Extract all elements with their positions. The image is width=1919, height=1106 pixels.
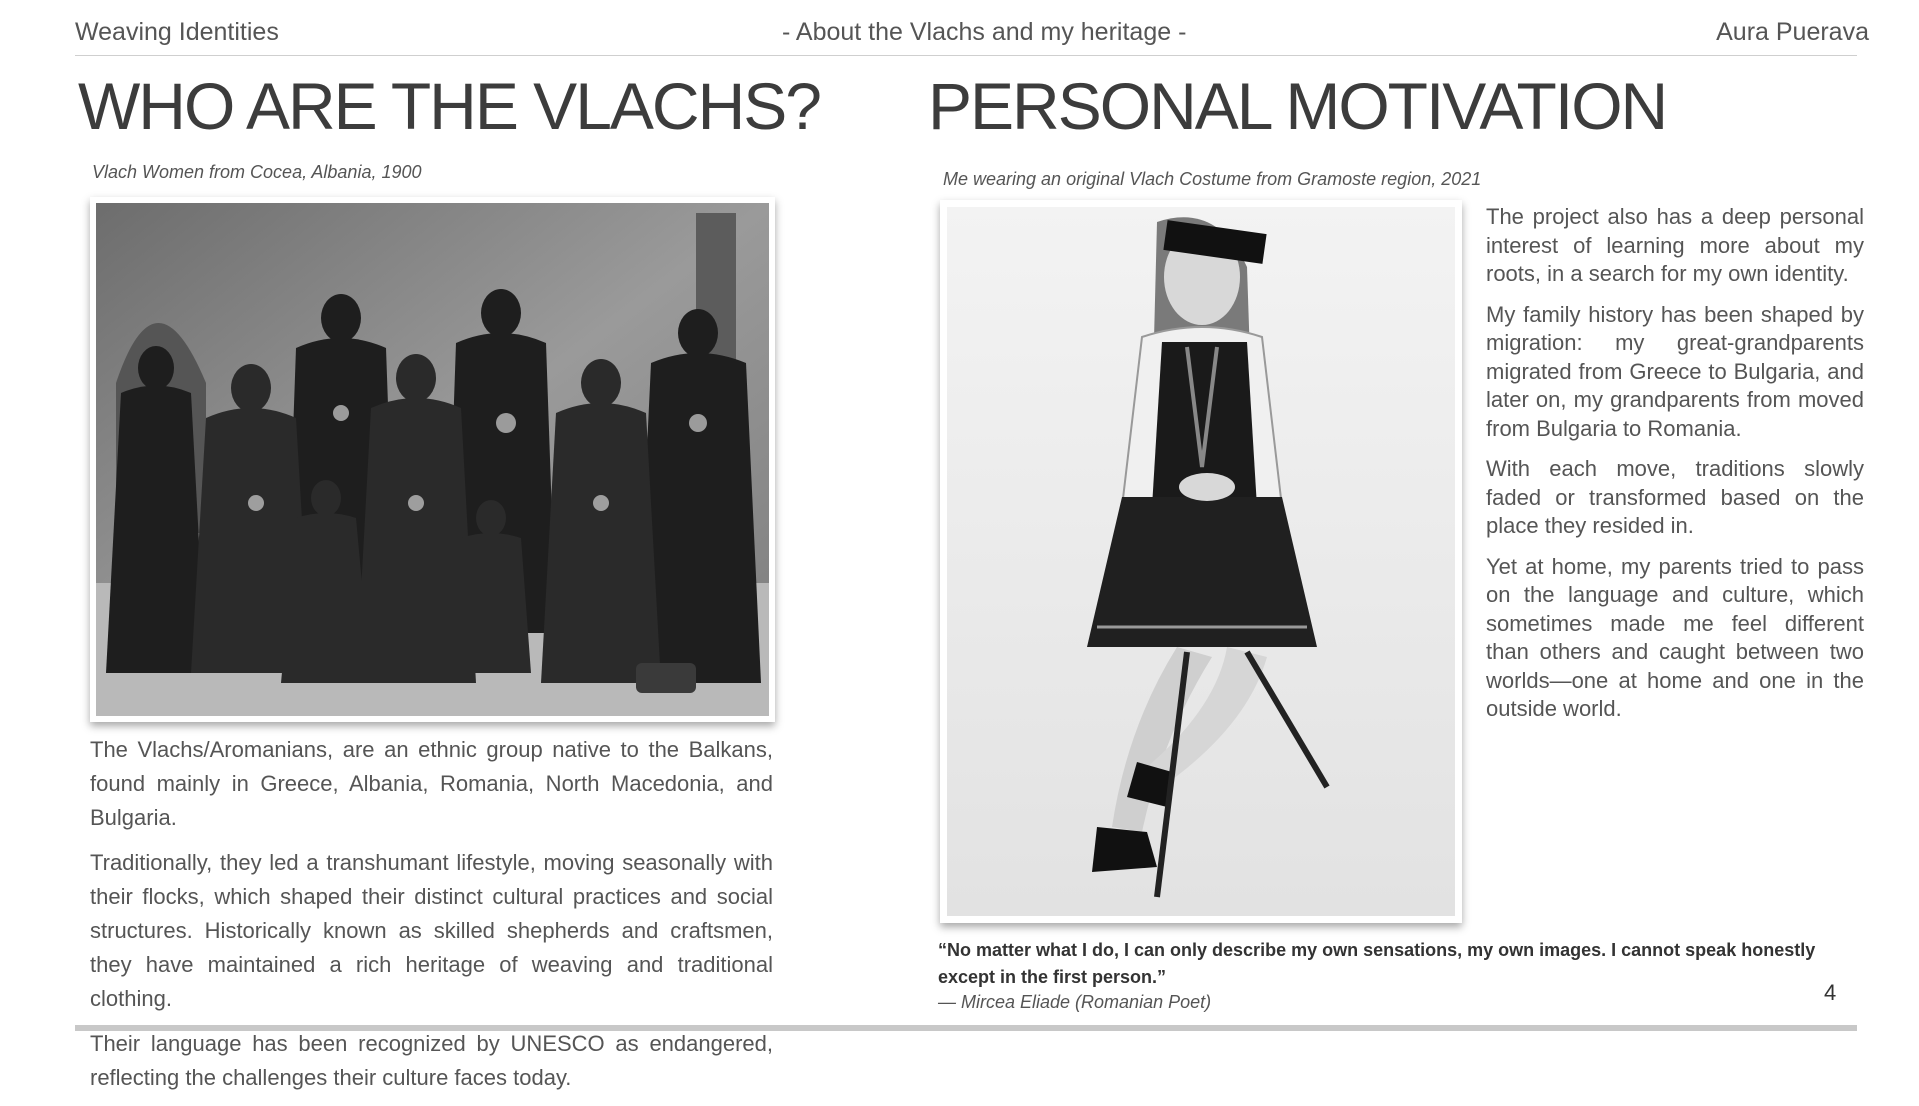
footer-bar: [75, 1025, 1857, 1031]
right-paragraph-3: With each move, traditions slowly faded or transformed based on the place they resided in.: [1486, 456, 1864, 538]
costume-portrait-photo: [940, 200, 1462, 923]
right-paragraph-1: The project also has a deep personal interest of learning more about my roots, in a search for my own identity.: [1486, 204, 1864, 286]
left-body-text: [90, 733, 773, 1106]
page-number: 4: [1824, 980, 1837, 1005]
header-left-title: Weaving Identities: [75, 18, 279, 46]
left-paragraph-1: The Vlachs/Aromanians, are an ethnic group native to the Balkans, found mainly in Greece, Albania, Romania, North Macedonia, and Bulgaria.: [90, 737, 773, 830]
left-paragraph-3: Their language has been recognized by UNESCO as endangered, reflecting the challenges their culture faces today.: [90, 1031, 773, 1090]
left-section-title: WHO ARE THE VLACHS?: [78, 69, 820, 143]
right-body-text: [1486, 203, 1864, 736]
quote-author: — Mircea Eliade (Romanian Poet): [938, 992, 1212, 1012]
right-section-title: PERSONAL MOTIVATION: [928, 69, 1667, 143]
eliade-quote: “No matter what I do, I can only describe my own sensations, my own images. I cannot speak honestly except in the first person.”: [938, 940, 1816, 987]
header-right-author: Aura Puerava: [1716, 18, 1869, 46]
left-photo-caption: Vlach Women from Cocea, Albania, 1900: [92, 162, 422, 182]
vlach-women-photo: [90, 197, 775, 722]
header-divider: [75, 55, 1857, 56]
header-center-subtitle: - About the Vlachs and my heritage -: [782, 18, 1187, 46]
right-photo-caption: Me wearing an original Vlach Costume from Gramoste region, 2021: [943, 169, 1482, 189]
right-paragraph-4: Yet at home, my parents tried to pass on the language and culture, which sometimes made me feel different than others and caught between two worlds—one at home and one in the outside world.: [1486, 553, 1864, 721]
left-paragraph-2: Traditionally, they led a transhumant lifestyle, moving seasonally with their flocks, which shaped their distinct cultural practices and social structures. Historically known as skilled shepherds and craftsmen, they have maintained a rich heritage of weaving and traditional clothing.: [90, 850, 773, 1011]
right-paragraph-2: My family history has been shaped by migration: my great-grandparents migrated from Greece to Bulgaria, and later on, my grandparents from moved from Bulgaria to Romania.: [1486, 301, 1864, 441]
